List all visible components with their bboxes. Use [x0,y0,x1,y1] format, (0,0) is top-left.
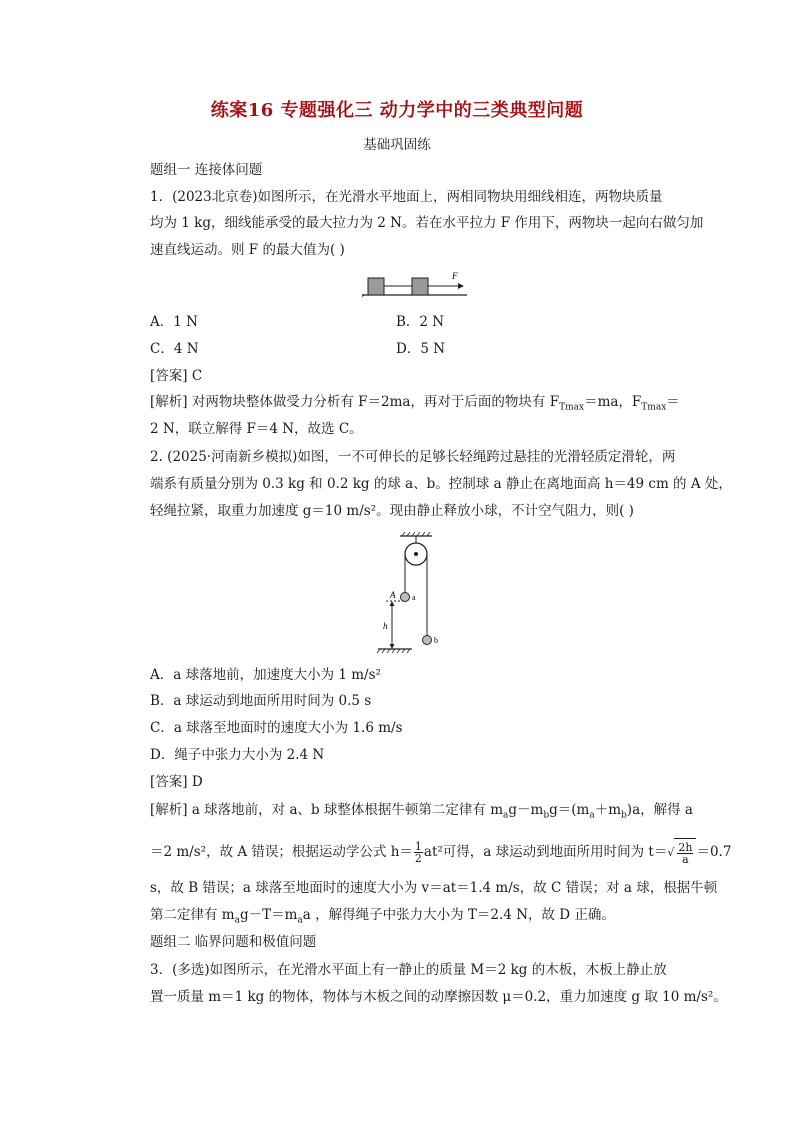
q2-analysis-line-4: 第二定律有 $m_ag-T=m_aa$ ，解得绳子中张力大小为 T＝2.4 N，故 D 正确。 [150,907,615,926]
q1-analysis-line-2: 2 N，联立解得 F＝4 N，故选 C。 [150,421,363,437]
q2-answer: [答案] D [150,774,203,790]
force-label: F [452,271,458,281]
q2-line-2: 端系有质量分别为 0.3 kg 和 0.2 kg 的球 a、b。控制球 a 静止在离地面高 h＝49 cm 的 A 处， [150,476,732,492]
q2-analysis-line-2: ＝2 m/s²，故 A 错误；根据运动学公式 h＝ $\frac{1}{2}$ at²可得，a 球运动到地面所用时间为 t＝√ $\frac{2h}{a}$ ＝0.7 [150,840,732,866]
ball-a-label: a [412,593,416,602]
q2-option-c: C．a 球落至地面时的速度大小为 1.6 m/s [150,720,403,736]
q2-option-b: B．a 球运动到地面所用时间为 0.5 s [150,693,372,709]
section-subtitle: 基础巩固练 [363,137,431,153]
q1-option-c: C．4 N [150,341,199,357]
q1-option-a: A．1 N [150,314,198,330]
q1-analysis-line-1: [解析] 对两物块整体做受力分析有 F＝2ma，再对于后面的物块有 $F_{Tmax}=ma$，$F_{Tmax}=$ [150,394,680,413]
sqrt-expression: √ $\frac{2h}{a}$ [667,838,696,867]
group-heading-2: 题组二 临界问题和极值问题 [150,934,317,950]
ball-b-label: b [434,636,438,645]
q1-answer: [答案] C [150,368,203,384]
q1-blocks-figure [362,266,472,298]
q3-line-1: 3．(多选)如图所示，在光滑水平面上有一静止的质量 M＝2 kg 的木板，木板上静止放 [150,962,667,978]
q1-line-2: 均为 1 kg，细线能承受的最大拉力为 2 N。若在水平拉力 F 作用下，两物块一起向右做匀加 [150,215,704,231]
q2-pulley-figure [372,532,442,656]
q2-option-a: A．a 球落地前，加速度大小为 1 m/s² [150,667,381,683]
q2-analysis-line-1: [解析] a 球落地前，对 a、b 球整体根据牛顿第二定律有 $m_ag-m_bg=(m_a+m_b)a$，解得 a [150,802,693,821]
q2-option-d: D．绳子中张力大小为 2.4 N [150,747,325,763]
q2-line-3: 轻绳拉紧，取重力加速度 g＝10 m/s²。现由静止释放小球，不计空气阻力，则( ) [150,503,634,519]
q1-option-b: B．2 N [396,314,445,330]
group-heading-1: 题组一 连接体问题 [150,162,263,178]
page-title: 练案16 专题强化三 动力学中的三类典型问题 [210,100,584,121]
q1-line-1: 1．(2023北京卷)如图所示，在光滑水平地面上，两相同物块用细线相连，两物块质量 [150,189,663,205]
q3-line-2: 置一质量 m＝1 kg 的物体，物体与木板之间的动摩擦因数 μ＝0.2，重力加速度 g 取 10 m/s²。 [150,989,727,1005]
q1-line-3: 速直线运动。则 F 的最大值为( ) [150,242,345,258]
q1-option-d: D．5 N [396,341,446,357]
point-a-label: A [390,590,396,600]
q2-line-1: 2. (2025·河南新乡模拟)如图，一不可伸长的足够长轻绳跨过悬挂的光滑轻质定滑轮，两 [150,449,676,465]
height-label: h [383,621,388,631]
fraction-one-half: $\frac{1}{2}$ [414,840,422,865]
q2-analysis-line-3: s，故 B 错误；a 球落至地面时的速度大小为 v＝at＝1.4 m/s，故 C 错误；对 a 球，根据牛顿 [150,880,718,896]
